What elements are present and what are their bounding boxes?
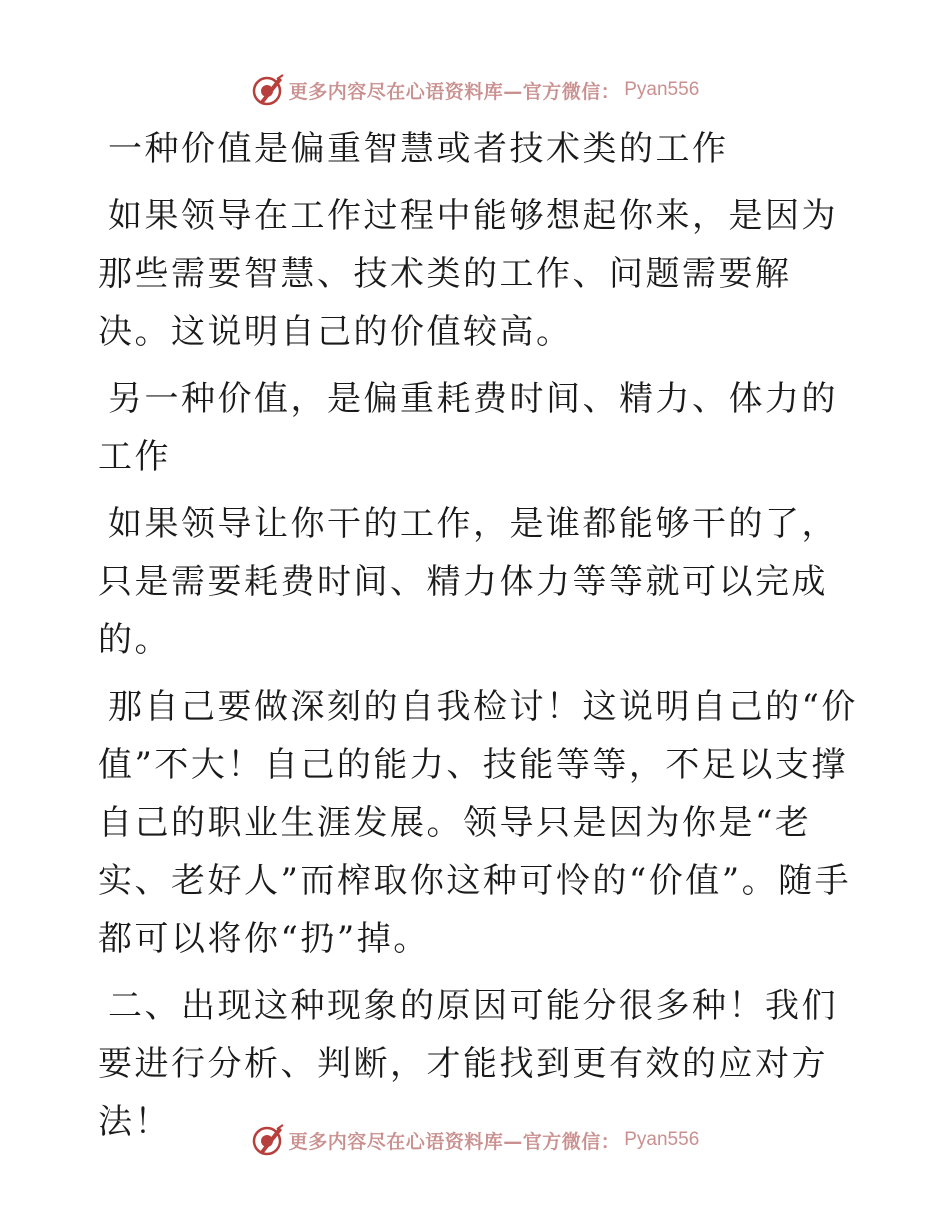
paragraph-text: 那自己要做深刻的自我检讨！这说明自己的“价值”不大！自己的能力、技能等等，不足以支撑自己的职业生涯发展。领导只是因为你是“老实、老好人”而榨取你这种可怜的“价值”。随手都可以将你“扔”掉。 — [98, 687, 858, 959]
banner-text: 更多内容尽在心语资料库—官方微信： — [288, 80, 621, 103]
paragraph-text: 如果领导在工作过程中能够想起你来，是因为那些需要智慧、技术类的工作、问题需要解决。这说明自己的价值较高。 — [98, 196, 838, 352]
wechat-account: Pyan556 — [624, 79, 700, 100]
paragraph — [98, 370, 858, 486]
banner-text: 更多内容尽在心语资料库—官方微信： — [288, 1130, 621, 1153]
paragraph-text: 另一种价值，是偏重耗费时间、精力、体力的工作 — [98, 379, 838, 477]
paragraph — [98, 120, 858, 178]
wechat-account: Pyan556 — [624, 1129, 700, 1150]
quill-pen-icon — [251, 73, 285, 107]
paragraph-text: 一种价值是偏重智慧或者技术类的工作 — [108, 129, 729, 169]
paragraph-text: 二、出现这种现象的原因可能分很多种！我们要进行分析、判断，才能找到更有效的应对方法！ — [98, 986, 838, 1142]
document-body — [98, 120, 858, 1160]
paragraph — [98, 678, 858, 968]
footer-banner — [0, 1120, 950, 1160]
paragraph-text: 如果领导让你干的工作，是谁都能够干的了，只是需要耗费时间、精力体力等等就可以完成的。 — [98, 504, 838, 660]
paragraph — [98, 495, 858, 669]
paragraph — [98, 187, 858, 361]
quill-pen-icon — [251, 1123, 285, 1157]
header-banner — [0, 70, 950, 110]
